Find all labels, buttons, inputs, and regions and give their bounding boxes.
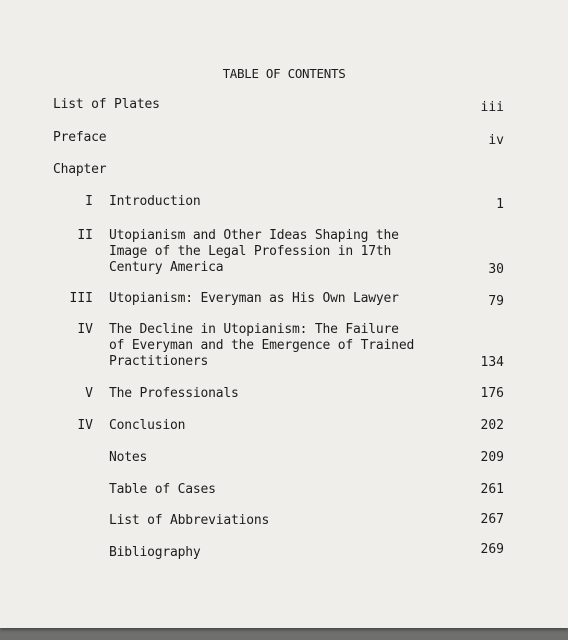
toc-page-preface: iv xyxy=(488,133,504,148)
chapter-page: 134 xyxy=(480,355,504,370)
toc-entry-table-of-cases: Table of Cases xyxy=(109,482,216,497)
toc-entry-preface: Preface xyxy=(53,130,107,145)
chapter-title: The Professionals xyxy=(109,386,239,401)
toc-entry-bibliography: Bibliography xyxy=(109,545,201,560)
chapter-page: 176 xyxy=(480,386,504,401)
chapter-number: V xyxy=(85,386,93,401)
toc-page-list-of-plates: iii xyxy=(480,100,504,115)
toc-title: TABLE OF CONTENTS xyxy=(222,66,346,81)
chapter-title: Introduction xyxy=(109,194,201,209)
toc-heading-chapter: Chapter xyxy=(53,162,107,177)
chapter-title: Utopianism: Everyman as His Own Lawyer xyxy=(109,291,399,306)
toc-page-bibliography: 269 xyxy=(480,542,504,557)
chapter-title: Utopianism and Other Ideas Shaping the Image of the Legal Profession in 17th Century America xyxy=(109,228,399,275)
chapter-page: 79 xyxy=(488,294,504,309)
chapter-number: IV xyxy=(77,418,93,433)
chapter-page: 1 xyxy=(496,197,504,212)
toc-entry-list-of-abbreviations: List of Abbreviations xyxy=(109,513,270,528)
chapter-number: II xyxy=(77,228,93,243)
chapter-page: 30 xyxy=(488,262,504,277)
toc-page-table-of-cases: 261 xyxy=(480,482,504,497)
chapter-page: 202 xyxy=(480,418,504,433)
toc-entry-notes: Notes xyxy=(109,450,148,465)
chapter-number: I xyxy=(85,194,93,209)
chapter-number: III xyxy=(69,291,93,306)
toc-page-notes: 209 xyxy=(480,450,504,465)
chapter-title: Conclusion xyxy=(109,418,186,433)
toc-page-list-of-abbreviations: 267 xyxy=(480,512,504,527)
chapter-number: IV xyxy=(77,322,93,337)
toc-entry-list-of-plates: List of Plates xyxy=(53,97,160,112)
chapter-title: The Decline in Utopianism: The Failure of Everyman and the Emergence of Trained Practitioners xyxy=(109,322,415,369)
